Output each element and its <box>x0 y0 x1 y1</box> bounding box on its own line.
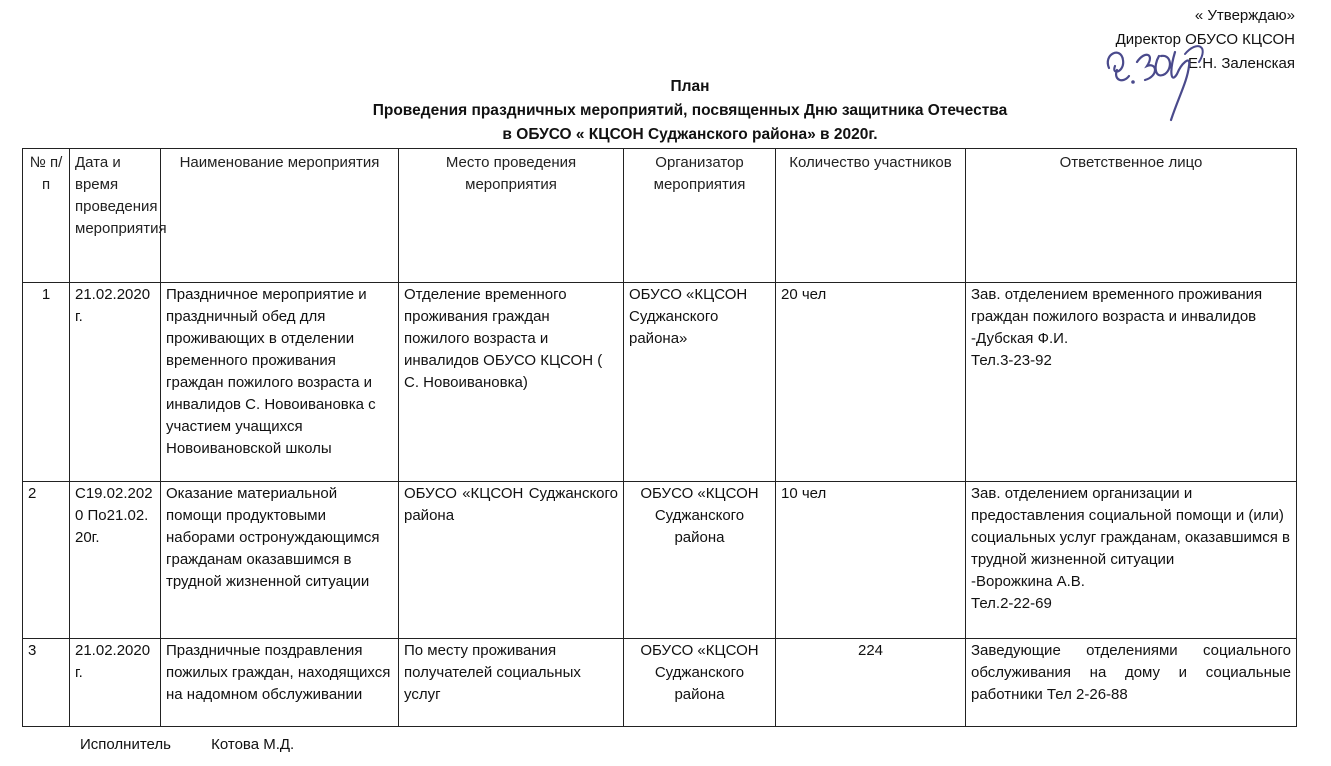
cell-organizer: ОБУСО «КЦСОН Суджанского района <box>624 639 776 727</box>
cell-num: 2 <box>23 482 70 639</box>
cell-place: Отделение временного проживания граждан пожилого возраста и инвалидов ОБУСО КЦСОН ( С. Новоивановка) <box>399 283 624 482</box>
header-num: № п/п <box>23 149 70 283</box>
cell-name: Праздничное мероприятие и праздничный обед для проживающих в отделении временного проживания граждан пожилого возраста и инвалидов С. Новоивановка с участием учащихся Новоивановской школы <box>161 283 399 482</box>
cell-responsible: Заведующие отделениями социального обслуживания на дому и социальные работники Тел 2-26-88 <box>966 639 1297 727</box>
header-responsible: Ответственное лицо <box>966 149 1297 283</box>
cell-count: 20 чел <box>776 283 966 482</box>
approval-signatory: Е.Н. Заленская <box>1188 55 1295 72</box>
cell-num: 3 <box>23 639 70 727</box>
header-name: Наименование мероприятия <box>161 149 399 283</box>
header-date: Дата и время проведения мероприятия <box>70 149 161 283</box>
table-row <box>23 482 1297 639</box>
title-line-3: в ОБУСО « КЦСОН Суджанского района» в 2020г. <box>502 126 878 143</box>
header-organizer: Организатор мероприятия <box>624 149 776 283</box>
cell-responsible <box>966 482 1297 639</box>
cell-responsible <box>966 283 1297 482</box>
header-count: Количество участников <box>776 149 966 283</box>
cell-name: Праздничные поздравления пожилых граждан, находящихся на надомном обслуживании <box>161 639 399 727</box>
executor-label: Исполнитель <box>80 736 171 753</box>
events-plan-table <box>22 148 1297 727</box>
responsible-position: Зав. отделением временного проживания граждан пожилого возраста и инвалидов <box>971 286 1263 325</box>
cell-count: 10 чел <box>776 482 966 639</box>
cell-date: 21.02.2020г. <box>70 639 161 727</box>
title-line-2: Проведения праздничных мероприятий, посвященных Дню защитника Отечества <box>372 102 1008 119</box>
responsible-position: Зав. отделением организации и предоставления социальной помощи и (или) социальных услуг гражданам, оказавшимся в трудной жизненной ситуации <box>971 485 1290 568</box>
header-place: Место проведения мероприятия <box>399 149 624 283</box>
cell-place: По месту проживания получателей социальных услуг <box>399 639 624 727</box>
cell-place: ОБУСО «КЦСОН Суджанского района <box>399 482 624 639</box>
approval-position: Директор ОБУСО КЦСОН <box>1115 31 1295 48</box>
approval-heading: « Утверждаю» <box>1194 7 1295 24</box>
responsible-name: -Ворожкина А.В. <box>971 573 1085 590</box>
cell-count: 224 <box>776 639 966 727</box>
responsible-phone: Тел.2-22-69 <box>971 595 1052 612</box>
cell-date: 21.02.2020г. <box>70 283 161 482</box>
cell-organizer: ОБУСО «КЦСОН Суджанского района <box>624 482 776 639</box>
table-row <box>23 283 1297 482</box>
executor-name: Котова М.Д. <box>211 736 295 753</box>
table-header-row <box>23 149 1297 283</box>
cell-organizer: ОБУСО «КЦСОН Суджанского района» <box>624 283 776 482</box>
cell-name: Оказание материальной помощи продуктовыми наборами остронуждающимся гражданам оказавшимся в трудной жизненной ситуации <box>161 482 399 639</box>
document-title <box>0 75 1331 147</box>
cell-date: С19.02.2020 По21.02. 20г. <box>70 482 161 639</box>
cell-num: 1 <box>23 283 70 482</box>
table-row <box>23 639 1297 727</box>
responsible-name: -Дубская Ф.И. <box>971 330 1069 347</box>
footer-executor <box>80 736 294 753</box>
responsible-phone: Тел.3-23-92 <box>971 352 1052 369</box>
title-line-1: План <box>670 78 710 95</box>
